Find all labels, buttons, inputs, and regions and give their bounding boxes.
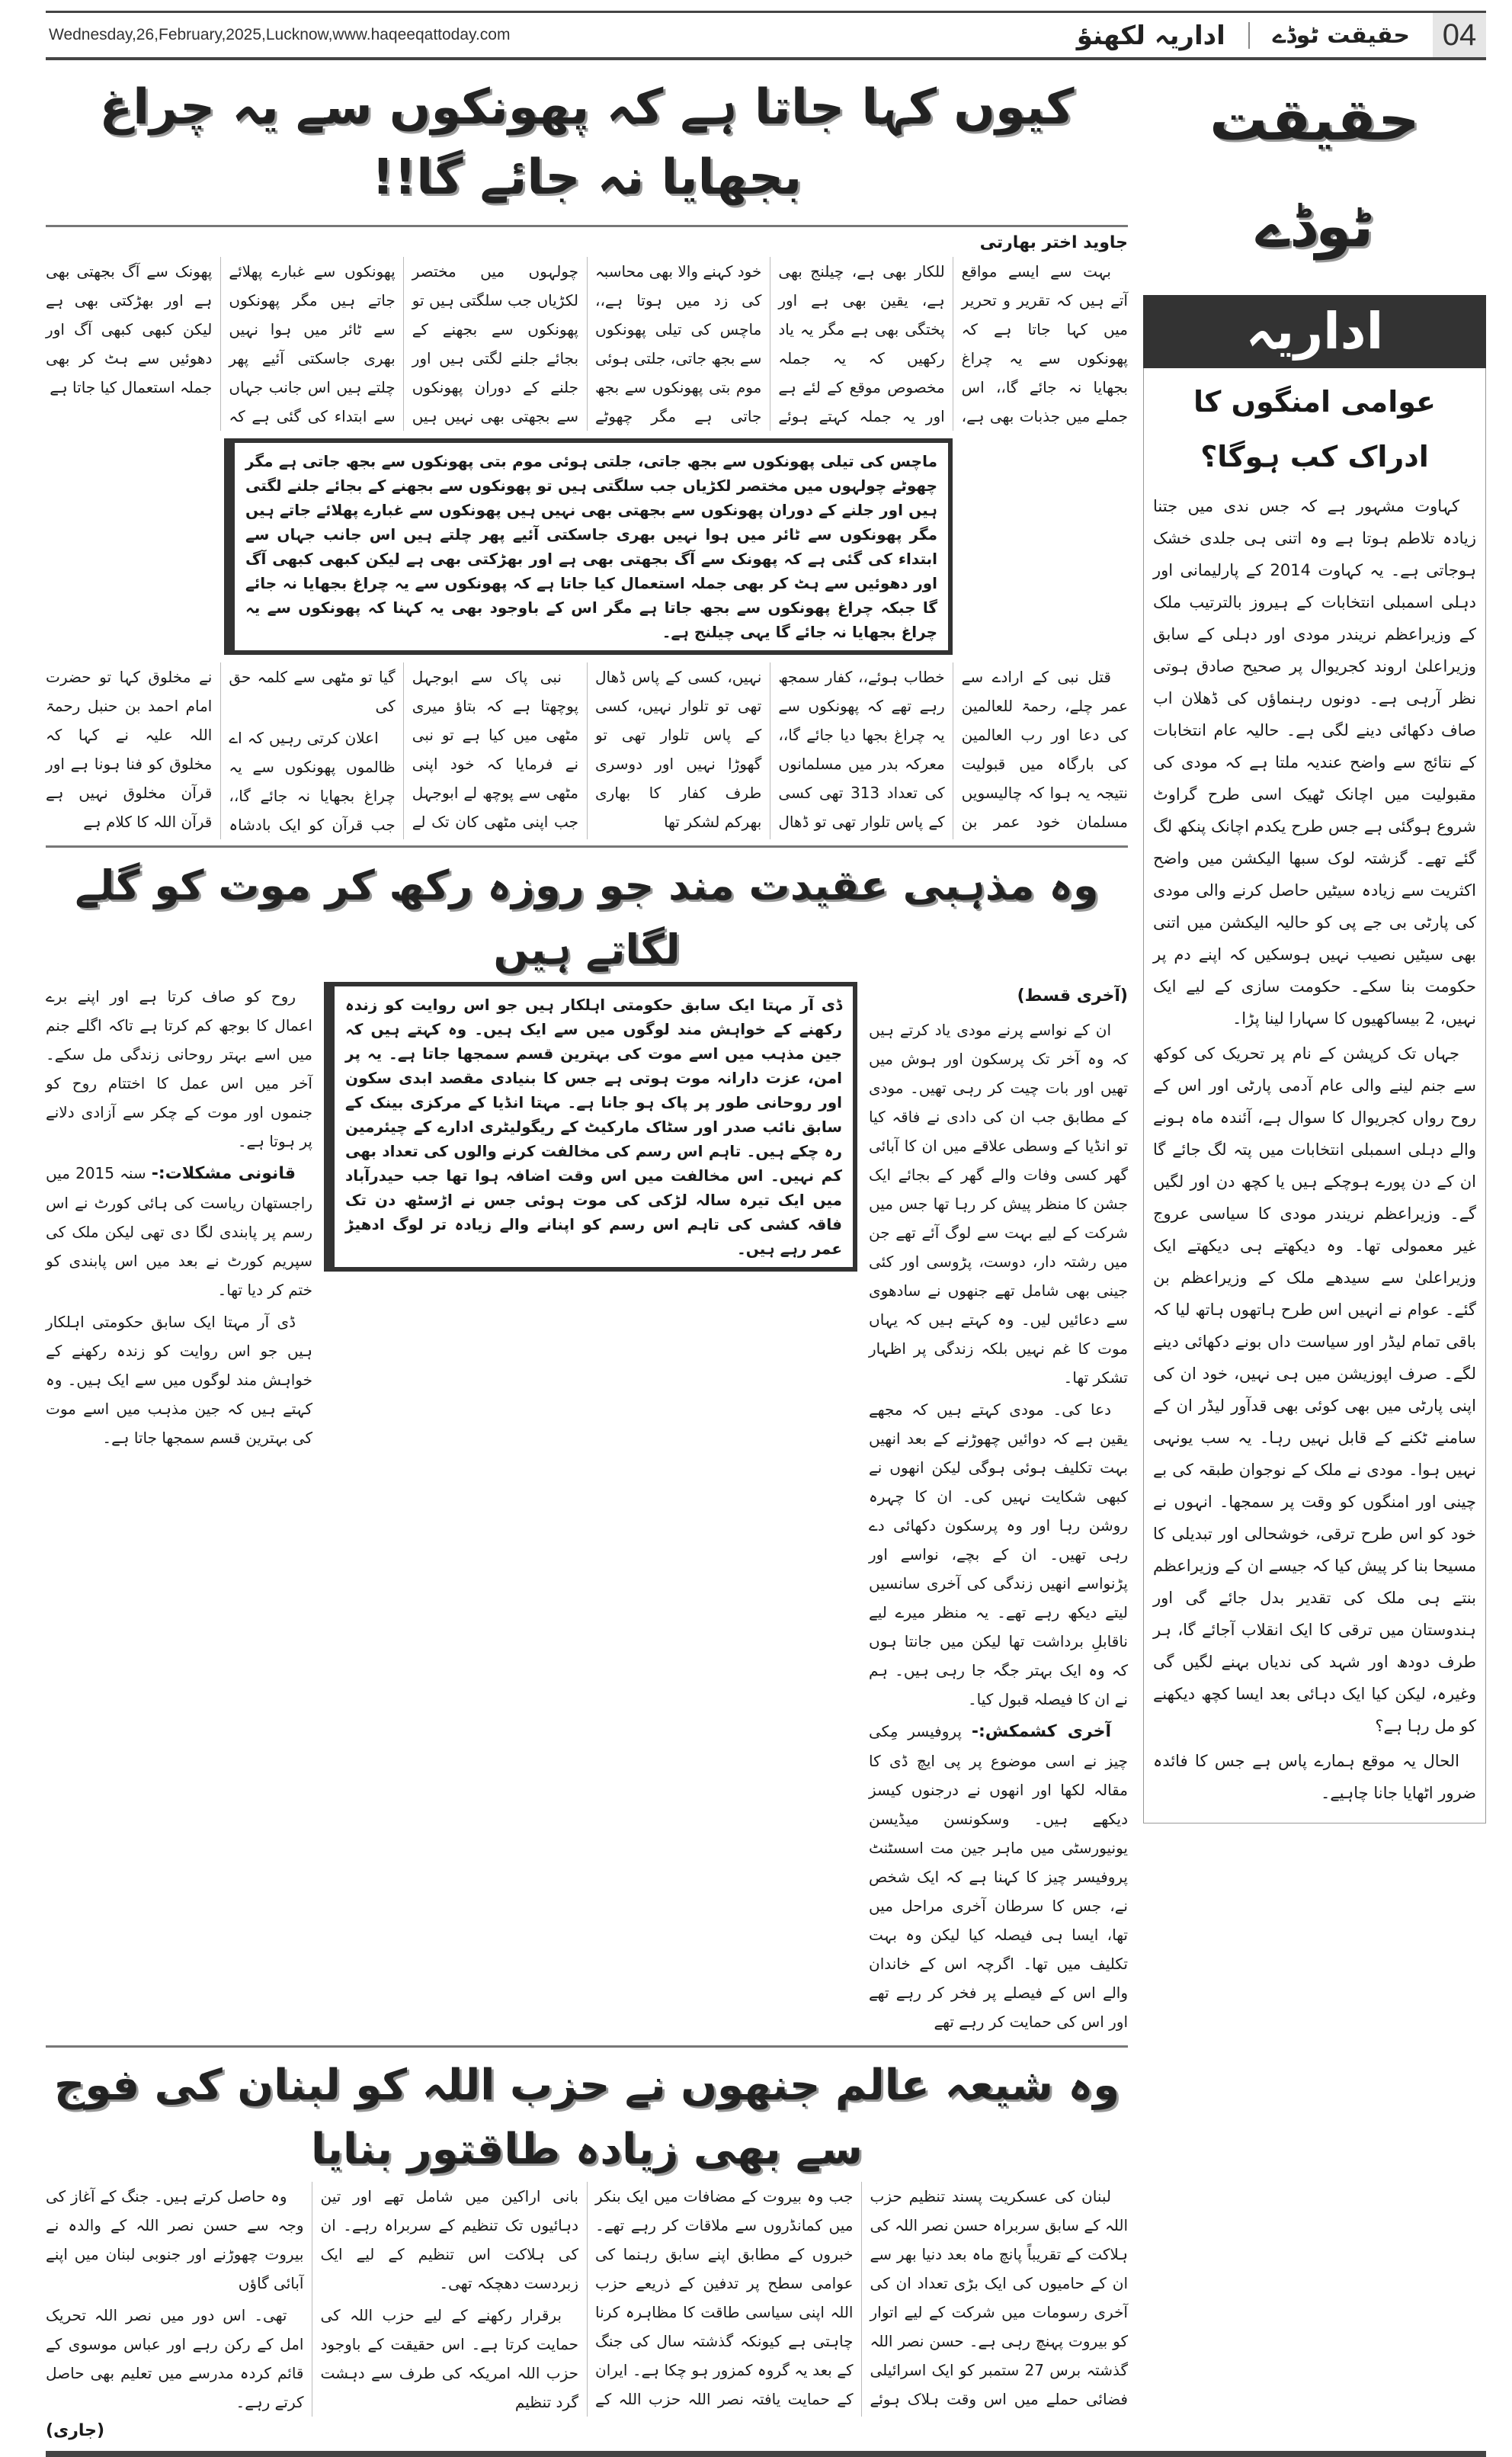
article1-byline: جاوید اختر بھارتی [979,233,1128,252]
article3-paragraph: وہ حاصل کرتے ہیں۔ جنگ کے آغاز کی وجہ سے حسن نصر اللہ کے والدہ نے بیروت چھوڑنے اور جنوبی لبنان میں اپنے آبائی گاؤں [46,2187,304,2292]
article3-paragraph: تھی۔ اس دور میں نصر اللہ تحریک امل کے رکن رہے اور عباس موسوی کے قائم کردہ مدرسے میں تعلیم بھی حاصل کرتے رہے۔ [46,2306,304,2411]
page-body [46,66,1486,2440]
article1-paragraph: بہت سے ایسے مواقع آتے ہیں کہ تقریر و تحریر میں کہا جاتا ہے کہ پھونکوں سے یہ چراغ بجھایا نہ جائے گا،، اس جملے میں جذبات بھی ہے، للکار بھی ہے، چیلنج بھی ہے، یقین بھی ہے اور پختگی بھی ہے مگر یہ یاد رکھیں کہ یہ جملہ مخصوص موقع کے لئے ہے اور یہ جملہ کہتے ہوئے خود کہنے والا بھی محاسبہ کی زد میں ہوتا ہے،، ماچس کی تیلی پھونکوں سے بجھ جاتی، جلتی ہوئی موم بتی پھونکوں سے بجھ جاتی ہے مگر چھوٹے چولہوں میں مختصر لکڑیاں جب سلگتی ہیں تو پھونکوں سے بجھنے کے بجائے جلنے لگتی ہیں اور جلنے کے دوران پھونکوں سے بجھتی بھی نہیں ہیں پھونکوں سے غبارے پھلائے جاتے ہیں مگر پھونکوں سے ٹائر میں ہوا نہیں بھری جاسکتی آئیے پھر چلتے ہیں اس جانب جہاں سے ابتداء کی گئی ہے کہ پھونک سے آگ بجھتی بھی ہے اور بھڑکتی بھی ہے لیکن کبھی کبھی آگ اور دھوئیں سے ہٹ کر بھی جملہ استعمال کیا جاتا ہے [46,262,1128,425]
footer-rule [46,2451,1486,2457]
article3-headline: وہ شیعہ عالم جنھوں نے حزب اللہ کو لبنان کی فوج سے بھی زیادہ طاقتور بنایا [53,2061,1120,2174]
date-line: Wednesday,26,February,2025,Lucknow,www.haqeeqattoday.com [49,26,511,43]
editorial-body [1153,490,1476,1809]
article1-body [46,257,1128,839]
newspaper-logo: حقیقت ٹوڈے [1209,85,1420,260]
article3-paragraph: لبنان کی عسکریت پسند تنظیم حزب اللہ کے سابق سربراہ حسن نصر اللہ کی ہلاکت کے تقریباً پانچ ماہ بعد دنیا بھر سے ان کے حامیوں کی ایک بڑی تعداد ان کی آخری رسومات میں شرکت کے لیے اتوار کو بیروت پہنچ رہی ہے۔ حسن نصر اللہ گذشتہ برس 27 ستمبر کو ایک اسرائیلی فضائی حملے میں اس وقت ہلاک ہوئے جب وہ بیروت کے مضافات میں ایک بنکر میں کمانڈروں سے ملاقات کر رہے تھے۔ خبروں کے مطابق اپنے سابق رہنما کی عوامی سطح پر تدفین کے ذریعے حزب اللہ اپنی سیاسی طاقت کا مظاہرہ کرنا چاہتی ہے کیونکہ گذشتہ سال کی جنگ کے بعد یہ گروہ کمزور ہو چکا ہے۔ ایران کے حمایت یافتہ نصر اللہ حزب اللہ کے بانی اراکین میں شامل تھے اور تین دہائیوں تک تنظیم کے سربراہ رہے۔ ان کی ہلاکت اس تنظیم کے لیے ایک زبردست دھچکہ تھی۔ [320,2187,1128,2408]
editorial-paragraph: جہاں تک کرپشن کے نام پر تحریک کی کوکھ سے جنم لینے والی عام آدمی پارٹی اور اس کے روح رواں کجریوال کا سوال ہے، آئندہ ماہ ہونے والے دہلی اسمبلی انتخابات میں پتہ لگ جائے گا ان کے دن پورے ہوچکے ہیں یا کچھ دن اور لگیں گے۔ وزیراعظم نریندر مودی کا سیاسی عروج غیر معمولی تھا۔ وہ دیکھتے ہی دیکھتے ایک وزیراعلیٰ سے سیدھے ملک کے وزیراعظم بن گئے۔ عوام نے انہیں اس طرح ہاتھوں ہاتھ لیا کہ باقی تمام لیڈر اور سیاست داں بونے دکھائی دینے لگے۔ صرف اپوزیشن میں ہی نہیں، خود ان کی اپنی پارٹی میں بھی کوئی بھی قدآور لیڈر ان کے سامنے ٹکنے کے قابل نہیں رہا۔ یہ سب یونہی نہیں ہوا۔ مودی نے ملک کے نوجوان طبقہ کی بے چینی اور امنگوں کو وقت پر سمجھا۔ انہوں نے خود کو اس طرح ترقی، خوشحالی اور تبدیلی کا مسیحا بنا کر پیش کیا کہ جیسے ان کے وزیراعظم بنتے ہی ملک کی تقدیر بدل جائے گی اور ہندوستان میں ترقی کا ایک انقلاب آجائے گا، ہر طرف دودھ اور شہد کی ندیاں بہنے لگیں گی وغیرہ، لیکن کیا ایک دہائی بعد ایسا کچھ دیکھنے کو مل رہا ہے؟ [1153,1044,1476,1735]
divider [46,225,1128,227]
article3-paragraph: برقرار رکھنے کے لیے حزب اللہ کی حمایت کرتا ہے۔ اس حقیقت کے باوجود حزب اللہ امریکہ کی طرف سے دہشت گرد تنظیم [320,2306,578,2411]
article2-subhead-text: سنہ 2015 میں راجستھان ریاست کی ہائی کورٹ نے اس رسم پر پابندی لگا دی تھی لیکن ملک کی سپریم کورٹ نے بعد میں اس پابندی کو ختم کر دیا تھا۔ [46,1164,312,1299]
article2-paragraph: روح کو صاف کرتا ہے اور اپنے برے اعمال کا بوجھ کم کرتا ہے تاکہ اگلے جنم میں اسے بہتر روحانی زندگی مل سکے۔ آخر میں اس عمل کا اختتام روح کو جنموں اور موت کے چکر سے آزادی دلانے پر ہوتا ہے۔ [46,987,312,1150]
editorial-paragraph: الحال یہ موقع ہمارے پاس ہے جس کا فائدہ ضرور اٹھایا جانا چاہیے۔ [1153,1752,1476,1802]
divider [46,2045,1128,2048]
divider [46,845,1128,848]
article2-subhead-text: پروفیسر مِکی چیز نے اسی موضوع پر پی ایچ ڈی کا مقالہ لکھا اور انھوں نے درجنوں کیسز دیکھے ہیں۔ وسکونسن میڈیسن یونیورسٹی میں ماہر جین مت اسسٹنٹ پروفیسر چیز کا کہنا ہے کہ ایک شخص نے، جس کا سرطان آخری مراحل میں تھا، ایسا ہی فیصلہ کیا لیکن وہ بہت تکلیف میں تھا۔ اگرچہ اس کے خاندان والے اس کے فیصلے پر فخر کر رہے تھے اور اس کی حمایت کر رہے تھے [869,1722,1128,2031]
article2-installment: (آخری قسط) [1017,986,1128,1006]
continued-label: (جاری) [46,2421,105,2440]
article2-pull-quote: ڈی آر مہتا ایک سابق حکومتی اہلکار ہیں جو اس روایت کو زندہ رکھنے کے خواہش مند لوگوں میں سے ایک ہیں۔ وہ کہتے ہیں کہ جین مذہب میں اسے موت کی بہترین قسم سمجھا جاتا ہے۔ یہ پر امن، عزت دارانہ موت ہوتی ہے جس کا بنیادی مقصد ابدی سکون اور روحانی طور پر پاک ہو جانا ہے۔ مہتا انڈیا کے مرکزی بینک کے سابق نائب صدر اور سٹاک مارکیٹ کے ریگولیٹری ادارے کے چیئرمین رہ چکے ہیں۔ تاہم اس رسم کی مخالفت کرنے والوں کی تعداد بھی کم نہیں۔ اس مخالفت میں اس وقت اضافہ ہوا تھا جب حیدرآباد میں ایک تیرہ سالہ لڑکی کی موت ہوئی جس نے اڑسٹھ دن تک فاقہ کشی کی تاہم اس رسم کو اپنانے والے زیادہ تر لوگ ادھیڑ عمر رہے ہیں۔ [324,982,857,1272]
page-number: 04 [1433,13,1486,57]
article2-body [46,982,1128,2039]
article2-headline: وہ مذہبی عقیدت مند جو روزہ رکھ کر موت کو گلے لگاتے ہیں [75,861,1099,973]
article2-paragraph: ان کے نواسے پرنے مودی یاد کرتے ہیں کہ وہ آخر تک پرسکون اور ہوش میں تھیں اور بات چیت کر رہی تھیں۔ مودی کے مطابق جب ان کی دادی نے فاقہ کیا تو انڈیا کے وسطی علاقے میں ان کا آبائی گھر کسی وفات والے گھر کے بجائے ایک جشن کا منظر پیش کر رہا تھا جس میں شرکت کے لیے بہت سے لوگ آئے تھے جن میں رشتہ دار، دوست، پڑوسی اور کئی جینی بھی شامل تھے جنھوں نے سادھوی سے دعائیں لیں۔ وہ کہتے ہیں کہ یہاں موت کا غم نہیں بلکہ زندگی پر اظہار تشکر تھا۔ [869,1021,1128,1387]
article2-center-column [324,982,857,2039]
editorial-area [1143,66,1486,2440]
newspaper-page [46,0,1486,2457]
section-title: اداریہ لکھنؤ [1076,20,1225,51]
editorial-paragraph: کہاوت مشہور ہے کہ جس ندی میں جتنا زیادہ تلاطم ہوتا ہے وہ اتنی ہی جلدی خشک ہوجاتی ہے۔ یہ کہاوت 2014 کے پارلیمانی اور دہلی اسمبلی انتخابات کے ہیروز بالترتیب ملک کے وزیراعظم نریندر مودی اور دہلی کے سابق وزیراعلیٰ اروند کجریوال پر صحیح صادق ہوتی نظر آرہی ہے۔ دونوں رہنماؤں کی ڈھلان اب صاف دکھائی دینے لگی ہے۔ حالیہ عام انتخابات کے نتائج سے واضح عندیہ ملتا ہے کہ مودی کی مقبولیت میں اچانک ٹھیک اسی طرح گراوٹ شروع ہوگئی ہے جس طرح یکدم اچانک پنکھ لگ گئے تھے۔ گزشتہ لوک سبھا الیکشن میں واضح اکثریت سے زیادہ سیٹیں حاصل کرنے والی مودی کی پارٹی بی جے پی کو حالیہ الیکشن میں اتنی بھی سیٹیں نصیب نہیں ہوسکیں کہ اپنے دم پر حکومت بنا سکے۔ حکومت سازی کے لیے ایک نہیں، 2 بیساکھیوں کا سہارا لینا پڑا۔ [1153,497,1477,1028]
page-header [46,11,1486,60]
articles-area [46,66,1128,2440]
article2-paragraph: دعا کی۔ مودی کہتے ہیں کہ مجھے یقین ہے کہ دوائیں چھوڑنے کے بعد انھیں بہت تکلیف ہوئی ہوگی لیکن انھوں نے کبھی شکایت نہیں کی۔ ان کا چہرہ روشن رہا اور وہ پرسکون دکھائی دے رہی تھیں۔ ان کے بچے، نواسے اور پڑنواسے انھیں زندگی کی آخری سانسیں لیتے دیکھ رہے تھے۔ یہ منظر میرے لیے ناقابلِ برداشت تھا لیکن میں جانتا ہوں کہ وہ ایک بہتر جگہ جا رہی ہیں۔ ہم نے ان کا فیصلہ قبول کیا۔ [869,1400,1128,1708]
paper-name: حقیقت ٹوڈے [1248,22,1433,49]
editorial-frame [1143,368,1486,1824]
article1-paragraph: نبی پاک سے ابوجہل پوچھتا ہے کہ بتاؤ میری مٹھی میں کیا ہے تو نبی نے فرمایا کہ خود اپنی مٹھی سے پوچھ لے ابوجہل جب اپنی مٹھی کان تک لے گیا تو مٹھی سے کلمہ حق کی [229,668,579,831]
article3-body [46,2182,1128,2417]
article1-pull-quote: ماچس کی تیلی پھونکوں سے بجھ جاتی، جلتی ہوئی موم بتی پھونکوں سے بجھ جاتی ہے مگر چھوٹے چولہوں میں مختصر لکڑیاں جب سلگتی ہیں تو پھونکوں سے بجھنے کے بجائے جلنے لگتی ہیں اور جلنے کے دوران پھونکوں سے بجھتی بھی نہیں ہیں پھونکوں سے غبارے پھلائے جاتے ہیں مگر پھونکوں سے ٹائر میں ہوا نہیں بھری جاسکتی آئیے پھر چلتے ہیں اس جانب جہاں سے ابتداء کی گئی ہے کہ پھونک سے آگ بجھتی بھی ہے اور بھڑکتی بھی ہے لیکن کبھی کبھی آگ اور دھوئیں سے ہٹ کر بھی جملہ استعمال کیا جاتا ہے کہ پھونکوں سے یہ چراغ بجھایا نہ جائے گا جبکہ چراغ پھونکوں سے بجھ جاتا ہے مگر اس کے باوجود بھی یہ کہنا کہ پھونکوں سے یہ چراغ بجھایا نہ جائے گا یہی چیلنج ہے۔ [224,438,953,655]
article2-paragraph: ڈی آر مہتا ایک سابق حکومتی اہلکار ہیں جو اس روایت کو زندہ رکھنے کے خواہش مند لوگوں میں سے ایک ہیں۔ وہ کہتے ہیں کہ جین مذہب میں اسے موت کی بہترین قسم سمجھا جاتا ہے۔ [46,1313,312,1447]
article2-subhead: آخری کشمکش:- [971,1722,1111,1741]
article2-right-column [869,982,1128,2039]
article2-subhead: قانونی مشکلات:- [151,1164,296,1183]
article1-headline: کیوں کہا جاتا ہے کہ پھونکوں سے یہ چراغ بجھایا نہ جائے گا!! [99,79,1075,206]
editorial-banner: اداریہ [1143,295,1486,368]
editorial-headline: عوامی امنگوں کا ادراک کب ہوگا؟ [1193,385,1437,473]
article1-paragraph: قتل نبی کے ارادے سے عمر چلے، رحمۃ للعالمین کی دعا اور رب العالمین کی بارگاہ میں قبولیت نتیجہ یہ ہوا کہ چالیسویں مسلمان خود عمر بن خطاب ہوئے،، کفار سمجھ رہے تھے کہ پھونکوں سے یہ چراغ بجھا دیا جائے گا،، معرکہ بدر میں مسلمانوں کی تعداد 313 تھی کسی کے پاس تلوار تھی تو ڈھال نہیں، کسی کے پاس ڈھال تھی تو تلوار نہیں، کسی کے پاس تلوار تھی تو گھوڑا نہیں اور دوسری طرف کفار کا بھاری بھرکم لشکر تھا [595,668,1128,831]
article2-left-column [46,982,312,2039]
article1-paragraph: اعلان کرتی رہیں کہ اے ظالموں پھونکوں سے یہ چراغ بجھایا نہ جائے گا،، جب قرآن کو ایک بادشاہ نے مخلوق کہا تو حضرت امام احمد بن حنبل رحمۃ اللہ علیہ نے کہا کہ مخلوق کو فنا ہونا ہے اور قرآن مخلوق نہیں ہے قرآن اللہ کا کلام ہے [46,668,396,834]
